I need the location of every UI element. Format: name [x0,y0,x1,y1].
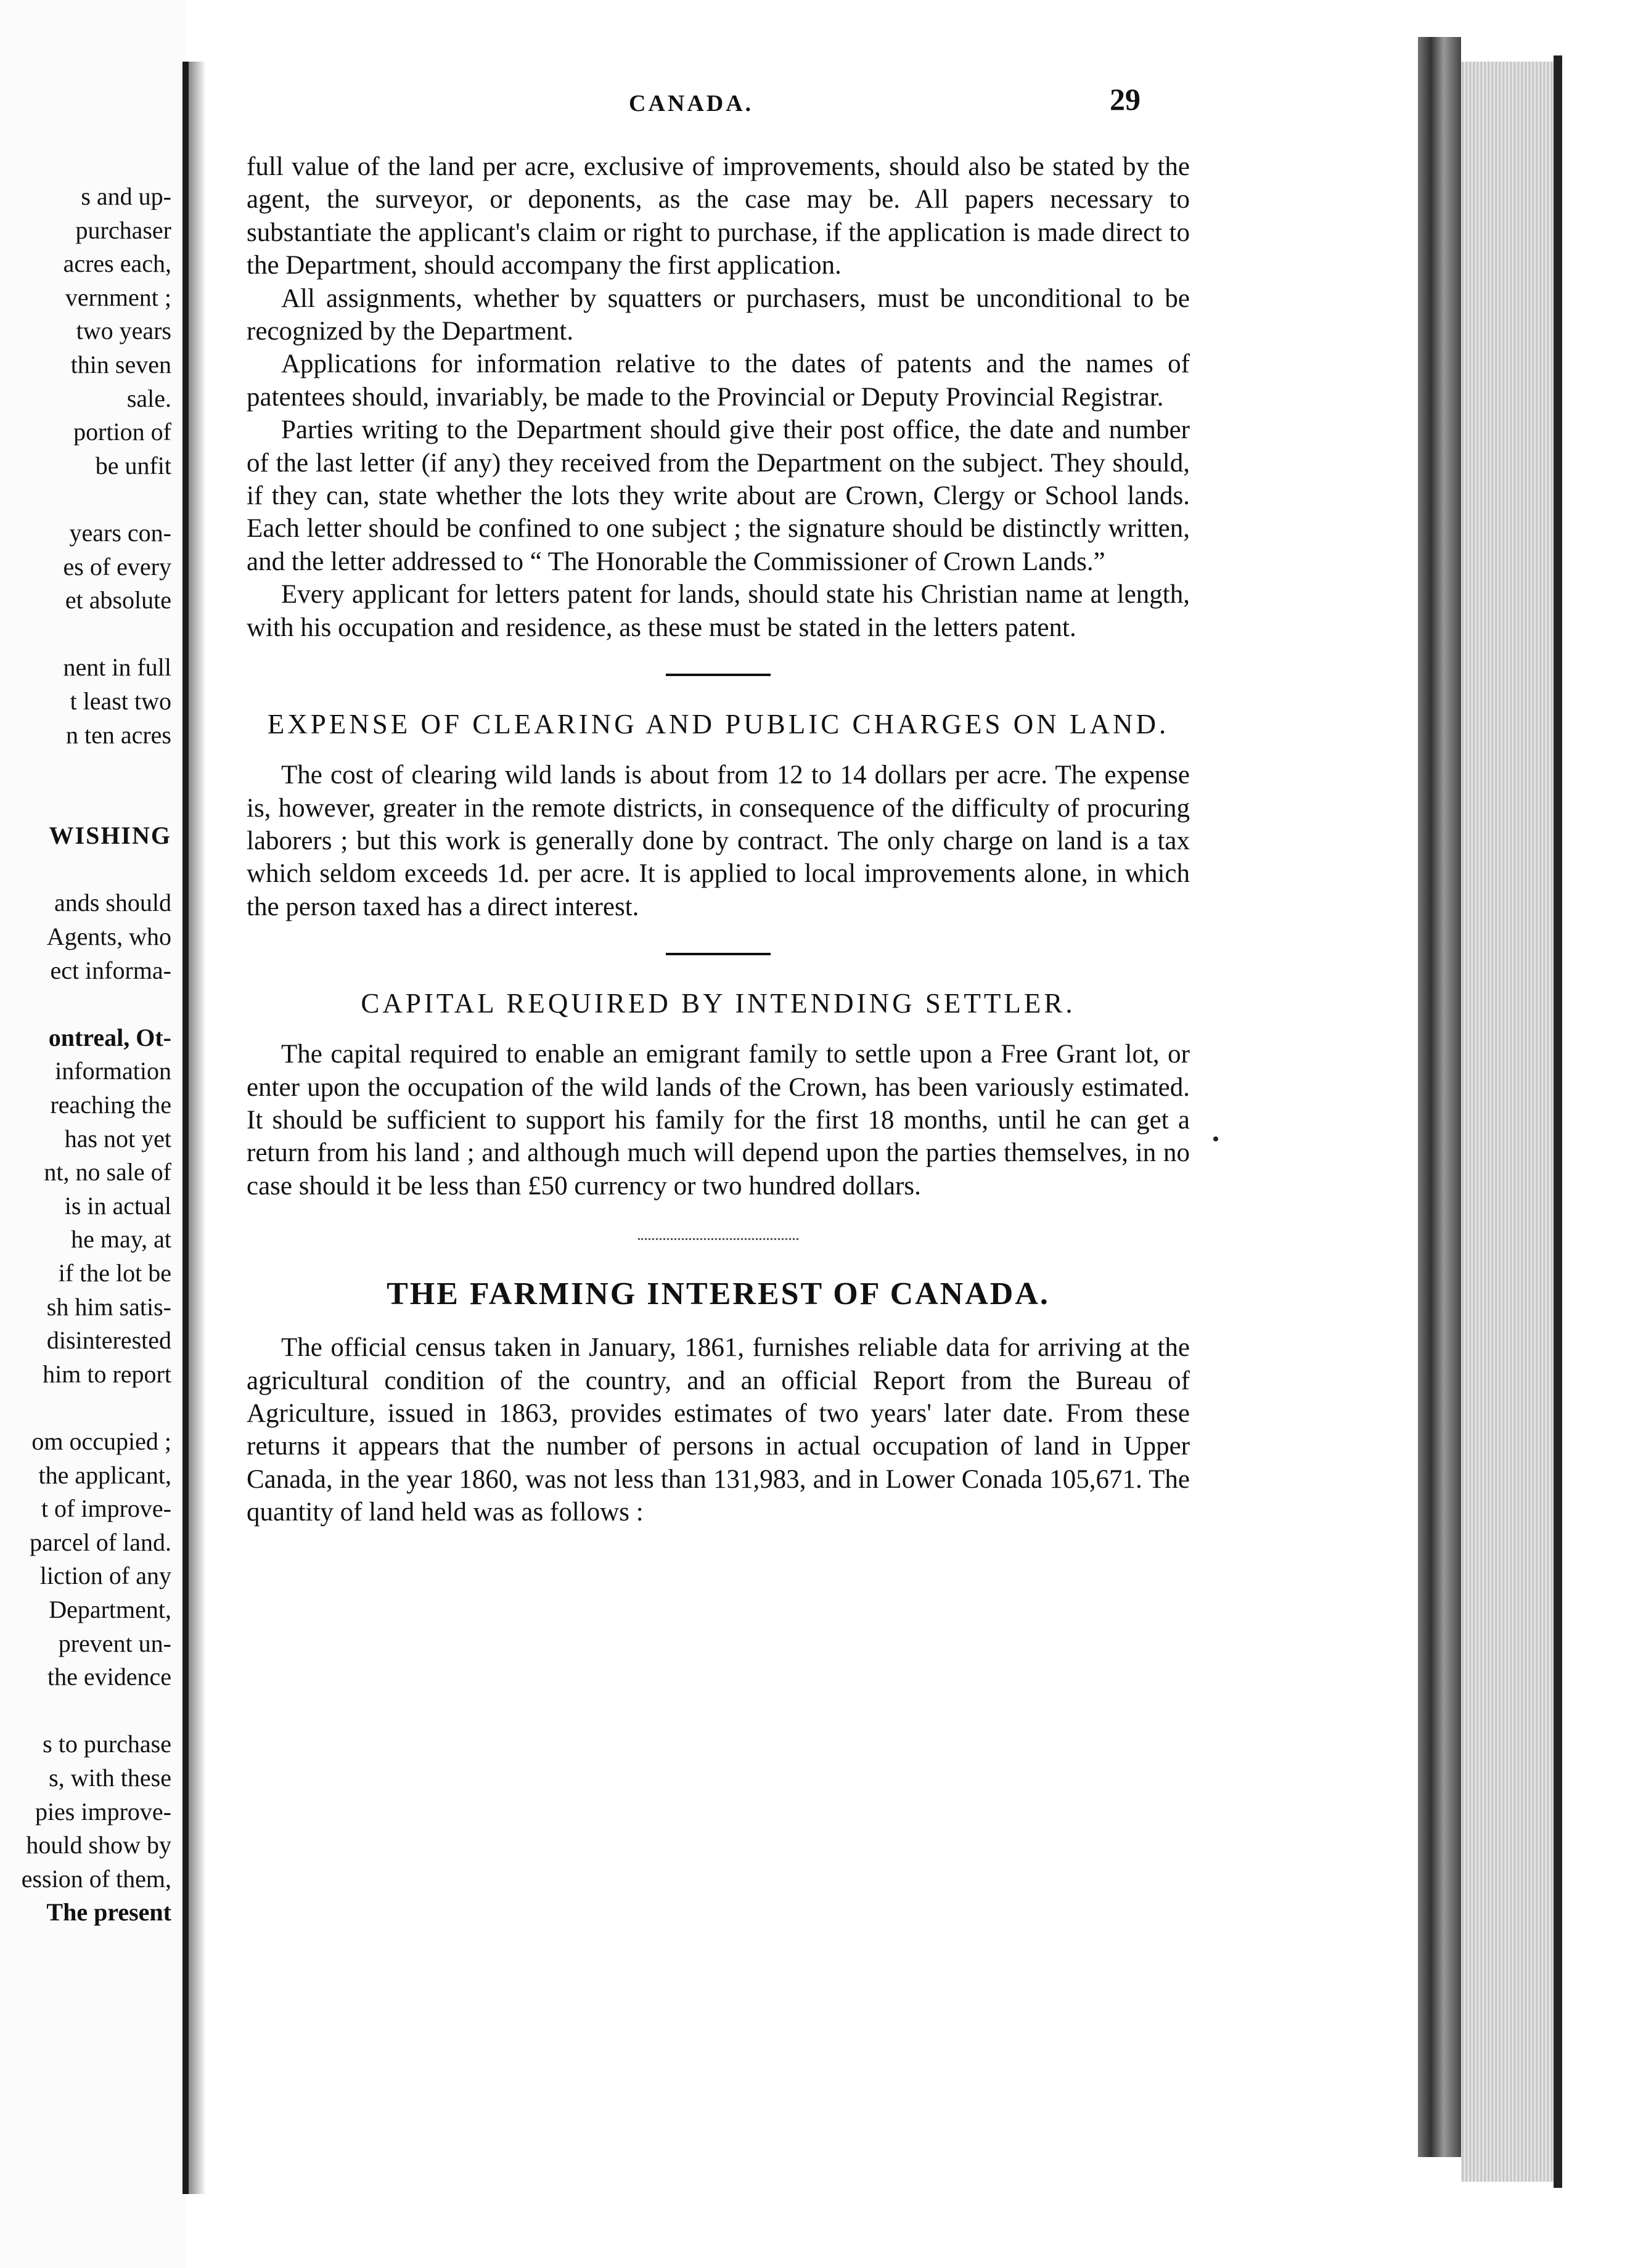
left-page-line [0,618,171,651]
section-continuation [247,150,1190,644]
left-page-line: sh him satis- [46,1292,171,1321]
paragraph: The cost of clearing wild lands is about from 12 to 14 dollars per acre. The expense is, however, greater in the remote districts, in consequence of the difficulty of procuring laborers ; but this work is generally done by contract. The only charge on land is a tax which seldom exceeds 1d. per acre. It is applied to local improvements alone, in which the person taxed has a direct interest. [247,761,1190,921]
left-page-line [0,786,171,820]
left-page-line: The present [46,1898,171,1927]
left-page-line: s, with these [49,1763,171,1792]
page-body [247,150,1190,1529]
left-page-line: the evidence [47,1663,171,1691]
left-page-line [0,1694,171,1728]
left-page-line [0,987,171,1021]
left-page-line: thin seven [70,350,171,378]
running-head: CANADA. [629,91,754,116]
left-page-line: nent in full [63,653,171,682]
left-page-line: he may, at [71,1225,171,1254]
section-divider [666,953,771,955]
gutter-shadow [189,62,206,2194]
left-page-line: s to purchase [43,1730,171,1758]
section-farming-interest [247,1277,1190,1528]
paragraph: full value of the land per acre, exclusive of improvements, should also be stated by the agent, the surveyor, or deponents, as the case may be. All papers necessary to substantiate the applicant's claim or right to purchase, if the application is made direct to the Department, should accompany the first application. [247,152,1190,280]
left-page-line: ession of them, [21,1864,171,1893]
book-edge [1418,37,1461,2157]
left-page-line [0,483,171,516]
section-heading: EXPENSE OF CLEARING AND PUBLIC CHARGES ON LAND. [267,709,1169,740]
paragraph: Applications for information relative to the dates of patents and the names of patentees should, invariably, be made to the Provincial or Deputy Provincial Registrar. [247,349,1190,412]
left-page-line: sale. [126,384,171,412]
left-page-line: n ten acres [65,720,171,749]
main-page [222,0,1418,2268]
left-page-line: the applicant, [38,1461,171,1489]
section-divider [638,1238,798,1240]
book-gutter [182,62,189,2194]
paragraph: Every applicant for letters patent for lands, should state his Christian name at length, with his occupation and residence, as these must be stated in the letters patent. [247,580,1190,642]
left-page-line: has not yet [64,1124,171,1152]
left-page-line: liction of any [39,1562,171,1590]
left-page-text [0,180,171,1930]
left-page-line: prevent un- [58,1629,171,1657]
left-page-line: portion of [73,418,171,446]
left-page-line: purchaser [75,216,171,244]
left-page-line: ontreal, Ot- [48,1023,171,1051]
left-page-line: Department, [49,1595,171,1623]
left-page-line: s and up- [81,182,171,210]
left-page-line: et absolute [65,586,171,614]
ink-spot [1213,1136,1218,1141]
section-divider [666,674,771,676]
left-page-line: disinterested [46,1326,171,1355]
paragraph: All assignments, whether by squatters or purchasers, must be unconditional to be recognized by the Department. [247,284,1190,346]
left-page-line: Agents, who [46,923,171,951]
section-expense-of-clearing [247,707,1190,923]
left-page-line: WISHING [49,822,171,850]
left-page-line: acres each, [63,250,171,278]
paragraph: The official census taken in January, 1861, furnishes reliable data for arriving at the agricultural condition of the country, and an official Report from the Bureau of Agriculture, issued in 1863, provides estimates of two years' later date. From these returns it appears that the number of persons in actual occupation of land in Upper Canada, in the year 1860, was not less than 131,983, and in Lower Conada 105,671. The quantity of land held was as follows : [247,1333,1190,1527]
left-page-line: t of improve- [41,1495,171,1523]
left-page-line: nt, no sale of [44,1158,171,1186]
left-facing-page [0,0,185,2268]
left-page-line: ect informa- [50,956,171,984]
section-heading: CAPITAL REQUIRED BY INTENDING SETTLER. [361,988,1076,1019]
left-page-line: om occupied ; [31,1427,171,1455]
left-page-line: information [55,1057,171,1085]
page-number: 29 [1110,82,1141,116]
left-page-line: if the lot be [58,1259,171,1287]
left-page-line: parcel of land. [30,1528,171,1556]
left-page-line: ands should [54,889,171,917]
left-page-line: be unfit [95,451,171,479]
book-cover-edge [1554,55,1562,2188]
paragraph: The capital required to enable an emigrant family to settle upon a Free Grant lot, or enter upon the occupation of the wild lands of the Crown, has been variously estimated. It should be sufficient to support his family for the first 18 months, until he can get a return from his land ; and although much will depend upon the parties themselves, in no case should it be less than £50 currency or two hundred dollars. [247,1040,1190,1201]
left-page-line: es of every [63,552,171,581]
left-page-line: t least two [70,687,171,715]
paragraph: Parties writing to the Department should give their post office, the date and number of the last letter (if any) they received from the Department on the subject. They should, if they can, state whether the lots they write about are Crown, Clergy or School lands. Each letter should be confined to one subject ; the signature should be distinctly written, and the letter addressed to “ The Honorable the Commissioner of Crown Lands.” [247,415,1190,576]
left-page-line [0,853,171,887]
left-page-line [0,1391,171,1425]
left-page-line: hould show by [26,1831,171,1859]
section-heading: THE FARMING INTEREST OF CANADA. [387,1276,1050,1312]
left-page-line: pies improve- [35,1797,171,1825]
left-page-line: him to report [43,1360,171,1388]
left-page-line: is in actual [64,1191,171,1220]
section-capital-required [247,986,1190,1202]
left-page-line: vernment ; [65,283,171,311]
page-stack-edge [1461,62,1554,2182]
left-page-line: years con- [69,518,171,547]
left-page-line: two years [76,317,171,345]
left-page-line [0,752,171,786]
left-page-line: reaching the [50,1091,171,1119]
